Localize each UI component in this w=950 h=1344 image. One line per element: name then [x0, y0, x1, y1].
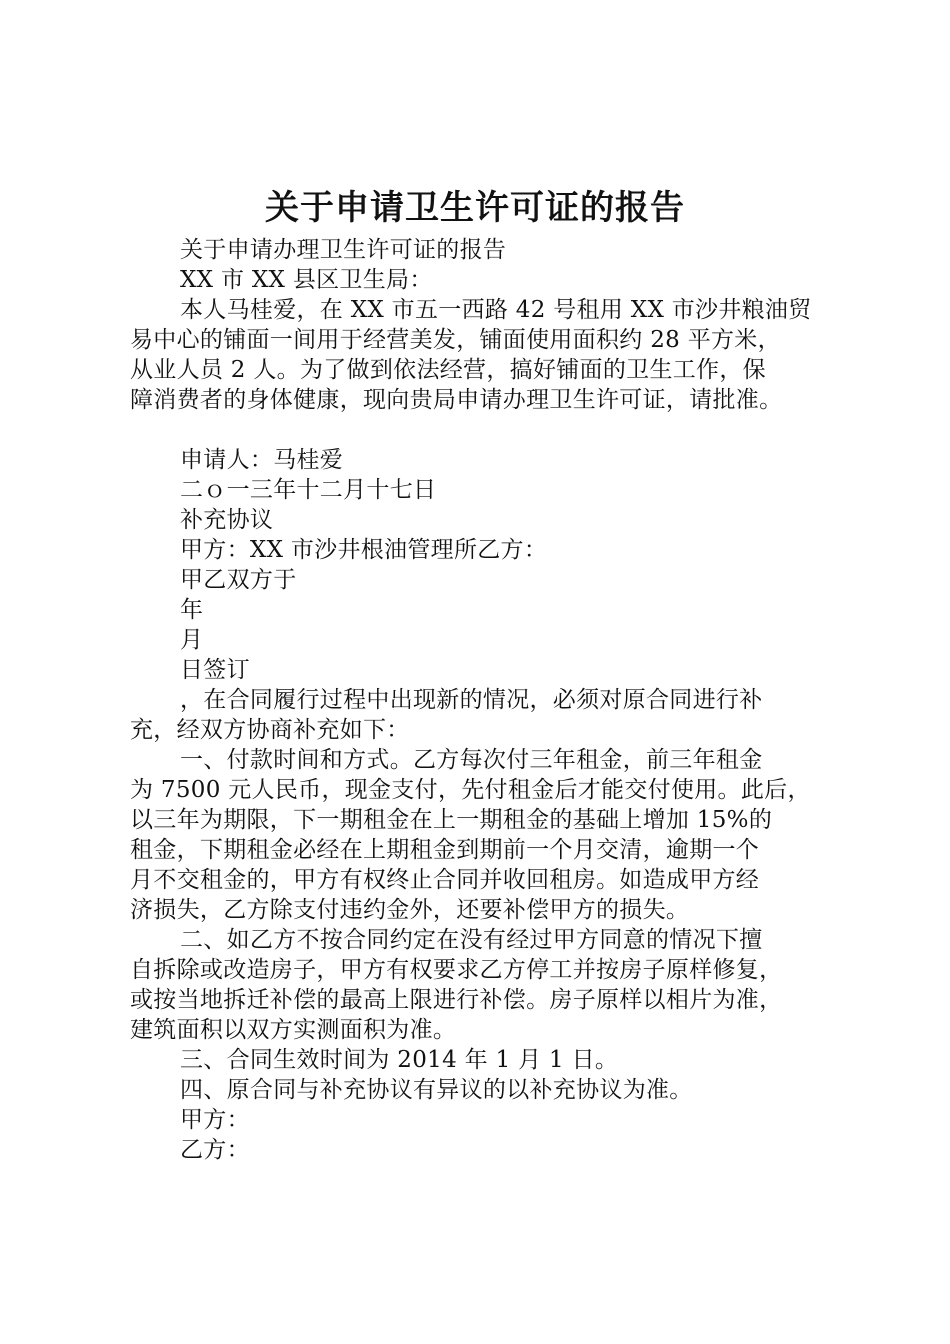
clause-line: 月不交租金的，甲方有权终止合同并收回租房。如造成甲方经 [130, 867, 760, 893]
report-heading-line: 关于申请办理卫生许可证的报告 [180, 237, 507, 263]
document-body [130, 235, 840, 1165]
signature-party-b: 乙方： [180, 1137, 250, 1163]
signature-party-a: 甲方： [180, 1107, 250, 1133]
clause-line: 或按当地拆迁补偿的最高上限进行补偿。房子原样以相片为准， [130, 987, 783, 1013]
clause-line: 自拆除或改造房子，甲方有权要求乙方停工并按房子原样修复， [130, 957, 783, 983]
paragraph-line: 从业人员 2 人。为了做到依法经营，搞好铺面的卫生工作，保 [130, 357, 766, 383]
paragraph-line: 日签订 [180, 657, 250, 683]
clause-line: 建筑面积以双方实测面积为准。 [130, 1017, 457, 1043]
paragraph-gap [130, 415, 840, 445]
paragraph-line: 月 [180, 627, 204, 653]
clause-line: 三、合同生效时间为 2014 年 1 月 1 日。 [180, 1047, 619, 1073]
paragraph-line: ，在合同履行过程中出现新的情况，必须对原合同进行补 [180, 687, 763, 713]
paragraph-line: 易中心的铺面一间用于经营美发，铺面使用面积约 28 平方米， [130, 327, 781, 353]
clause-line: 租金，下期租金必经在上期租金到期前一个月交清，逾期一个 [130, 837, 760, 863]
paragraph-line: 甲乙双方于 [180, 567, 297, 593]
paragraph-line: 充，经双方协商补充如下： [130, 717, 410, 743]
paragraph-line: 本人马桂爱，在 XX 市五一西路 42 号租用 XX 市沙井粮油贸 [180, 297, 812, 323]
applicant-line: 申请人：马桂爱 [180, 447, 344, 473]
clause-line: 为 7500 元人民币，现金支付，先付租金后才能交付使用。此后， [130, 777, 811, 803]
agreement-heading: 补充协议 [180, 507, 274, 533]
party-line: 甲方：XX 市沙井根油管理所乙方： [180, 537, 548, 563]
clause-line: 四、原合同与补充协议有异议的以补充协议为准。 [180, 1077, 693, 1103]
recipient-line: XX 市 XX 县区卫生局： [180, 267, 433, 293]
clause-line: 二、如乙方不按合同约定在没有经过甲方同意的情况下擅 [180, 927, 763, 953]
document-title: 关于申请卫生许可证的报告 [265, 188, 685, 228]
clause-line: 以三年为期限，下一期租金在上一期租金的基础上增加 15%的 [130, 807, 773, 833]
clause-line: 一、付款时间和方式。乙方每次付三年租金，前三年租金 [180, 747, 763, 773]
paragraph-line: 障消费者的身体健康，现向贵局申请办理卫生许可证，请批准。 [130, 387, 783, 413]
clause-line: 济损失，乙方除支付违约金外，还要补偿甲方的损失。 [130, 897, 690, 923]
date-line: 二ｏ一三年十二月十七日 [180, 477, 437, 503]
paragraph-line: 年 [180, 597, 204, 623]
